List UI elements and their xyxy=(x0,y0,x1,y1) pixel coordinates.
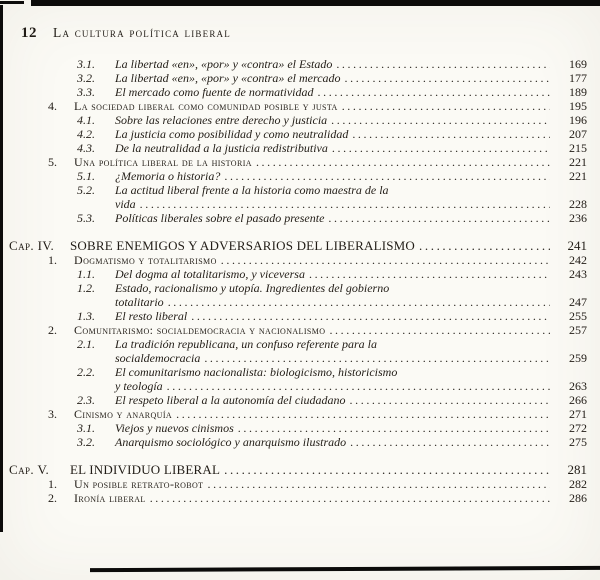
toc-entry-title: Anarquismo sociológico y anarquismo ilustrado xyxy=(115,435,347,449)
toc-entry-page: 257 xyxy=(569,323,587,337)
running-title: La cultura política liberal xyxy=(53,25,231,40)
toc-entry-title: El respeto liberal a la autonomía del ciudadano xyxy=(115,393,346,407)
dot-leader xyxy=(207,477,550,491)
toc-entry-page: 266 xyxy=(569,393,587,407)
toc-entry-title: De la neutralidad a la justicia redistributiva xyxy=(115,141,328,155)
toc-entry-row xyxy=(0,57,587,71)
toc-entry-row xyxy=(0,351,587,365)
dot-leader xyxy=(352,127,550,141)
dot-leader xyxy=(238,421,550,435)
toc-entry-page: 271 xyxy=(569,407,587,421)
toc-entry-page: 236 xyxy=(569,211,587,225)
toc-entry-title: La actitud liberal frente a la historia como maestra de la xyxy=(115,183,389,197)
page-header xyxy=(21,25,231,42)
toc-entry-row xyxy=(0,393,587,407)
toc-entry-title: Cinismo y anarquía xyxy=(74,407,173,421)
toc-entry-page: 215 xyxy=(569,141,587,155)
scan-artifact-top xyxy=(31,0,600,6)
scan-artifact-bottom xyxy=(90,566,600,572)
toc-entry-number: 3.2. xyxy=(77,435,95,449)
toc-entry-title: Políticas liberales sobre el pasado presente xyxy=(115,211,325,225)
toc-entry-page: 275 xyxy=(569,435,587,449)
toc-entry-page: 255 xyxy=(569,309,587,323)
toc-entry-title: vida xyxy=(115,197,136,211)
toc-entry-title: La tradición republicana, un confuso referente para la xyxy=(115,337,377,351)
toc-entry-title: La sociedad liberal como comunidad posible y justa xyxy=(74,99,338,113)
toc-entry-number: 4.1. xyxy=(77,113,95,127)
dot-leader xyxy=(345,71,550,85)
toc-entry-page: 243 xyxy=(569,267,587,281)
dot-leader xyxy=(342,99,550,113)
dot-leader xyxy=(318,85,550,99)
dot-leader xyxy=(332,141,550,155)
toc-entry-page: 242 xyxy=(569,253,587,267)
toc-entry-row xyxy=(0,113,587,127)
toc-entry-row xyxy=(0,197,587,211)
toc-entry-page: 272 xyxy=(569,421,587,435)
toc-entry-page: 189 xyxy=(569,85,587,99)
toc-entry-title: La libertad «en», «por» y «contra» el mercado xyxy=(115,71,341,85)
toc-entry-row xyxy=(0,238,587,253)
toc-entry-row xyxy=(0,295,587,309)
toc-entry-number: 4.2. xyxy=(77,127,95,141)
toc-entry-page: 281 xyxy=(567,462,587,477)
dot-leader xyxy=(168,295,550,309)
dot-leader xyxy=(140,197,550,211)
dot-leader xyxy=(221,253,550,267)
toc-entry-number: 1.3. xyxy=(77,309,95,323)
toc-entry-number: 3.3. xyxy=(77,85,95,99)
dot-leader xyxy=(350,393,550,407)
toc-entry-number: 3.1. xyxy=(77,57,95,71)
toc-entry-page: 169 xyxy=(569,57,587,71)
toc-entry-number: 1. xyxy=(48,477,57,491)
toc-entry-number: 5.1. xyxy=(77,169,95,183)
toc-entry-number: 5.2. xyxy=(77,183,95,197)
dot-leader xyxy=(331,113,550,127)
toc-entry-title: La libertad «en», «por» y «contra» el Estado xyxy=(115,57,333,71)
toc-entry-row xyxy=(0,253,587,267)
toc-entry-row xyxy=(0,337,587,351)
toc-entry-number: 2. xyxy=(48,323,57,337)
dot-leader xyxy=(328,211,550,225)
toc-entry-title: El comunitarismo nacionalista: biologicismo, historicismo xyxy=(115,365,398,379)
toc-entry-title: El mercado como fuente de normatividad xyxy=(115,85,314,99)
toc-entry-number: 3. xyxy=(48,407,57,421)
dot-leader xyxy=(150,491,550,505)
toc-entry-row xyxy=(0,183,587,197)
toc-entry-title: Del dogma al totalitarismo, y viceversa xyxy=(115,267,305,281)
toc-entry-page: 247 xyxy=(569,295,587,309)
dot-leader xyxy=(204,351,550,365)
toc-entry-title: Dogmatismo y totalitarismo xyxy=(74,253,217,267)
toc-entry-title: EL INDIVIDUO LIBERAL xyxy=(70,462,221,477)
toc-entry-row xyxy=(0,462,587,477)
toc-entry-number: Cap. V. xyxy=(9,462,50,477)
toc-entry-number: 2.3. xyxy=(77,393,95,407)
toc-entry-number: 4. xyxy=(48,99,57,113)
toc-entry-row xyxy=(0,323,587,337)
toc-entry-page: 177 xyxy=(569,71,587,85)
toc-entry-number: 5.3. xyxy=(77,211,95,225)
toc-entry-title: Sobre las relaciones entre derecho y justicia xyxy=(115,113,328,127)
toc-entry-row xyxy=(0,127,587,141)
toc-entry-title: Una política liberal de la historia xyxy=(74,155,252,169)
toc-entry-page: 228 xyxy=(569,197,587,211)
toc-entry-title: totalitario xyxy=(115,295,164,309)
toc-entry-number: 4.3. xyxy=(77,141,95,155)
toc-list xyxy=(0,57,587,505)
toc-entry-row xyxy=(0,211,587,225)
dot-leader xyxy=(256,155,550,169)
toc-entry-number: 1. xyxy=(48,253,57,267)
page-number: 12 xyxy=(21,25,37,41)
toc-entry-number: 1.1. xyxy=(77,267,95,281)
toc-entry-row xyxy=(0,379,587,393)
toc-entry-title: Ironía liberal xyxy=(74,491,146,505)
toc-entry-page: 221 xyxy=(569,169,587,183)
toc-entry-number: 3.2. xyxy=(77,71,95,85)
toc-entry-row xyxy=(0,477,587,491)
toc-entry-number: 2.1. xyxy=(77,337,95,351)
dot-leader xyxy=(336,57,550,71)
toc-entry-number: 1.2. xyxy=(77,281,95,295)
toc-entry-row xyxy=(0,309,587,323)
dot-leader xyxy=(350,435,550,449)
toc-entry-title: Un posible retrato-robot xyxy=(74,477,204,491)
toc-entry-title: SOBRE ENEMIGOS Y ADVERSARIOS DEL LIBERALISMO xyxy=(70,238,416,253)
toc-entry-page: 207 xyxy=(569,127,587,141)
dot-leader xyxy=(224,462,550,477)
toc-entry-page: 195 xyxy=(569,99,587,113)
toc-entry-title: El resto liberal xyxy=(115,309,188,323)
toc-entry-title: y teología xyxy=(115,379,163,393)
toc-entry-page: 282 xyxy=(569,477,587,491)
toc-entry-title: Estado, racionalismo y utopía. Ingredientes del gobierno xyxy=(115,281,390,295)
toc-entry-number: Cap. IV. xyxy=(9,238,55,253)
toc-entry-row xyxy=(0,71,587,85)
toc-entry-row xyxy=(0,155,587,169)
toc-entry-row xyxy=(0,85,587,99)
toc-entry-row xyxy=(0,407,587,421)
toc-entry-row xyxy=(0,421,587,435)
toc-entry-page: 263 xyxy=(569,379,587,393)
toc-entry-row xyxy=(0,435,587,449)
dot-leader xyxy=(191,309,550,323)
toc-entry-page: 286 xyxy=(569,491,587,505)
dot-leader xyxy=(309,267,550,281)
toc-entry-row xyxy=(0,365,587,379)
toc-entry-row xyxy=(0,281,587,295)
toc-entry-page: 241 xyxy=(567,238,587,253)
toc-entry-title: Viejos y nuevos cinismos xyxy=(115,421,234,435)
toc-entry-row xyxy=(0,267,587,281)
toc-entry-row xyxy=(0,169,587,183)
toc-entry-number: 2.2. xyxy=(77,365,95,379)
toc-entry-page: 221 xyxy=(569,155,587,169)
toc-entry-title: Comunitarismo: socialdemocracia y nacionalismo xyxy=(74,323,326,337)
toc-entry-number: 3.1. xyxy=(77,421,95,435)
toc-entry-number: 2. xyxy=(48,491,57,505)
dot-leader xyxy=(329,323,550,337)
toc-entry-page: 259 xyxy=(569,351,587,365)
toc-entry-page: 196 xyxy=(569,113,587,127)
dot-leader xyxy=(167,379,550,393)
toc-entry-title: La justicia como posibilidad y como neutralidad xyxy=(115,127,349,141)
toc-entry-number: 5. xyxy=(48,155,57,169)
toc-entry-row xyxy=(0,99,587,113)
dot-leader xyxy=(176,407,550,421)
toc-entry-row xyxy=(0,141,587,155)
toc-entry-row xyxy=(0,491,587,505)
dot-leader xyxy=(224,169,550,183)
toc-entry-title: socialdemocracia xyxy=(115,351,201,365)
dot-leader xyxy=(419,238,550,253)
scan-artifact-top-left xyxy=(0,1,24,4)
toc-entry-title: ¿Memoria o historia? xyxy=(115,169,221,183)
